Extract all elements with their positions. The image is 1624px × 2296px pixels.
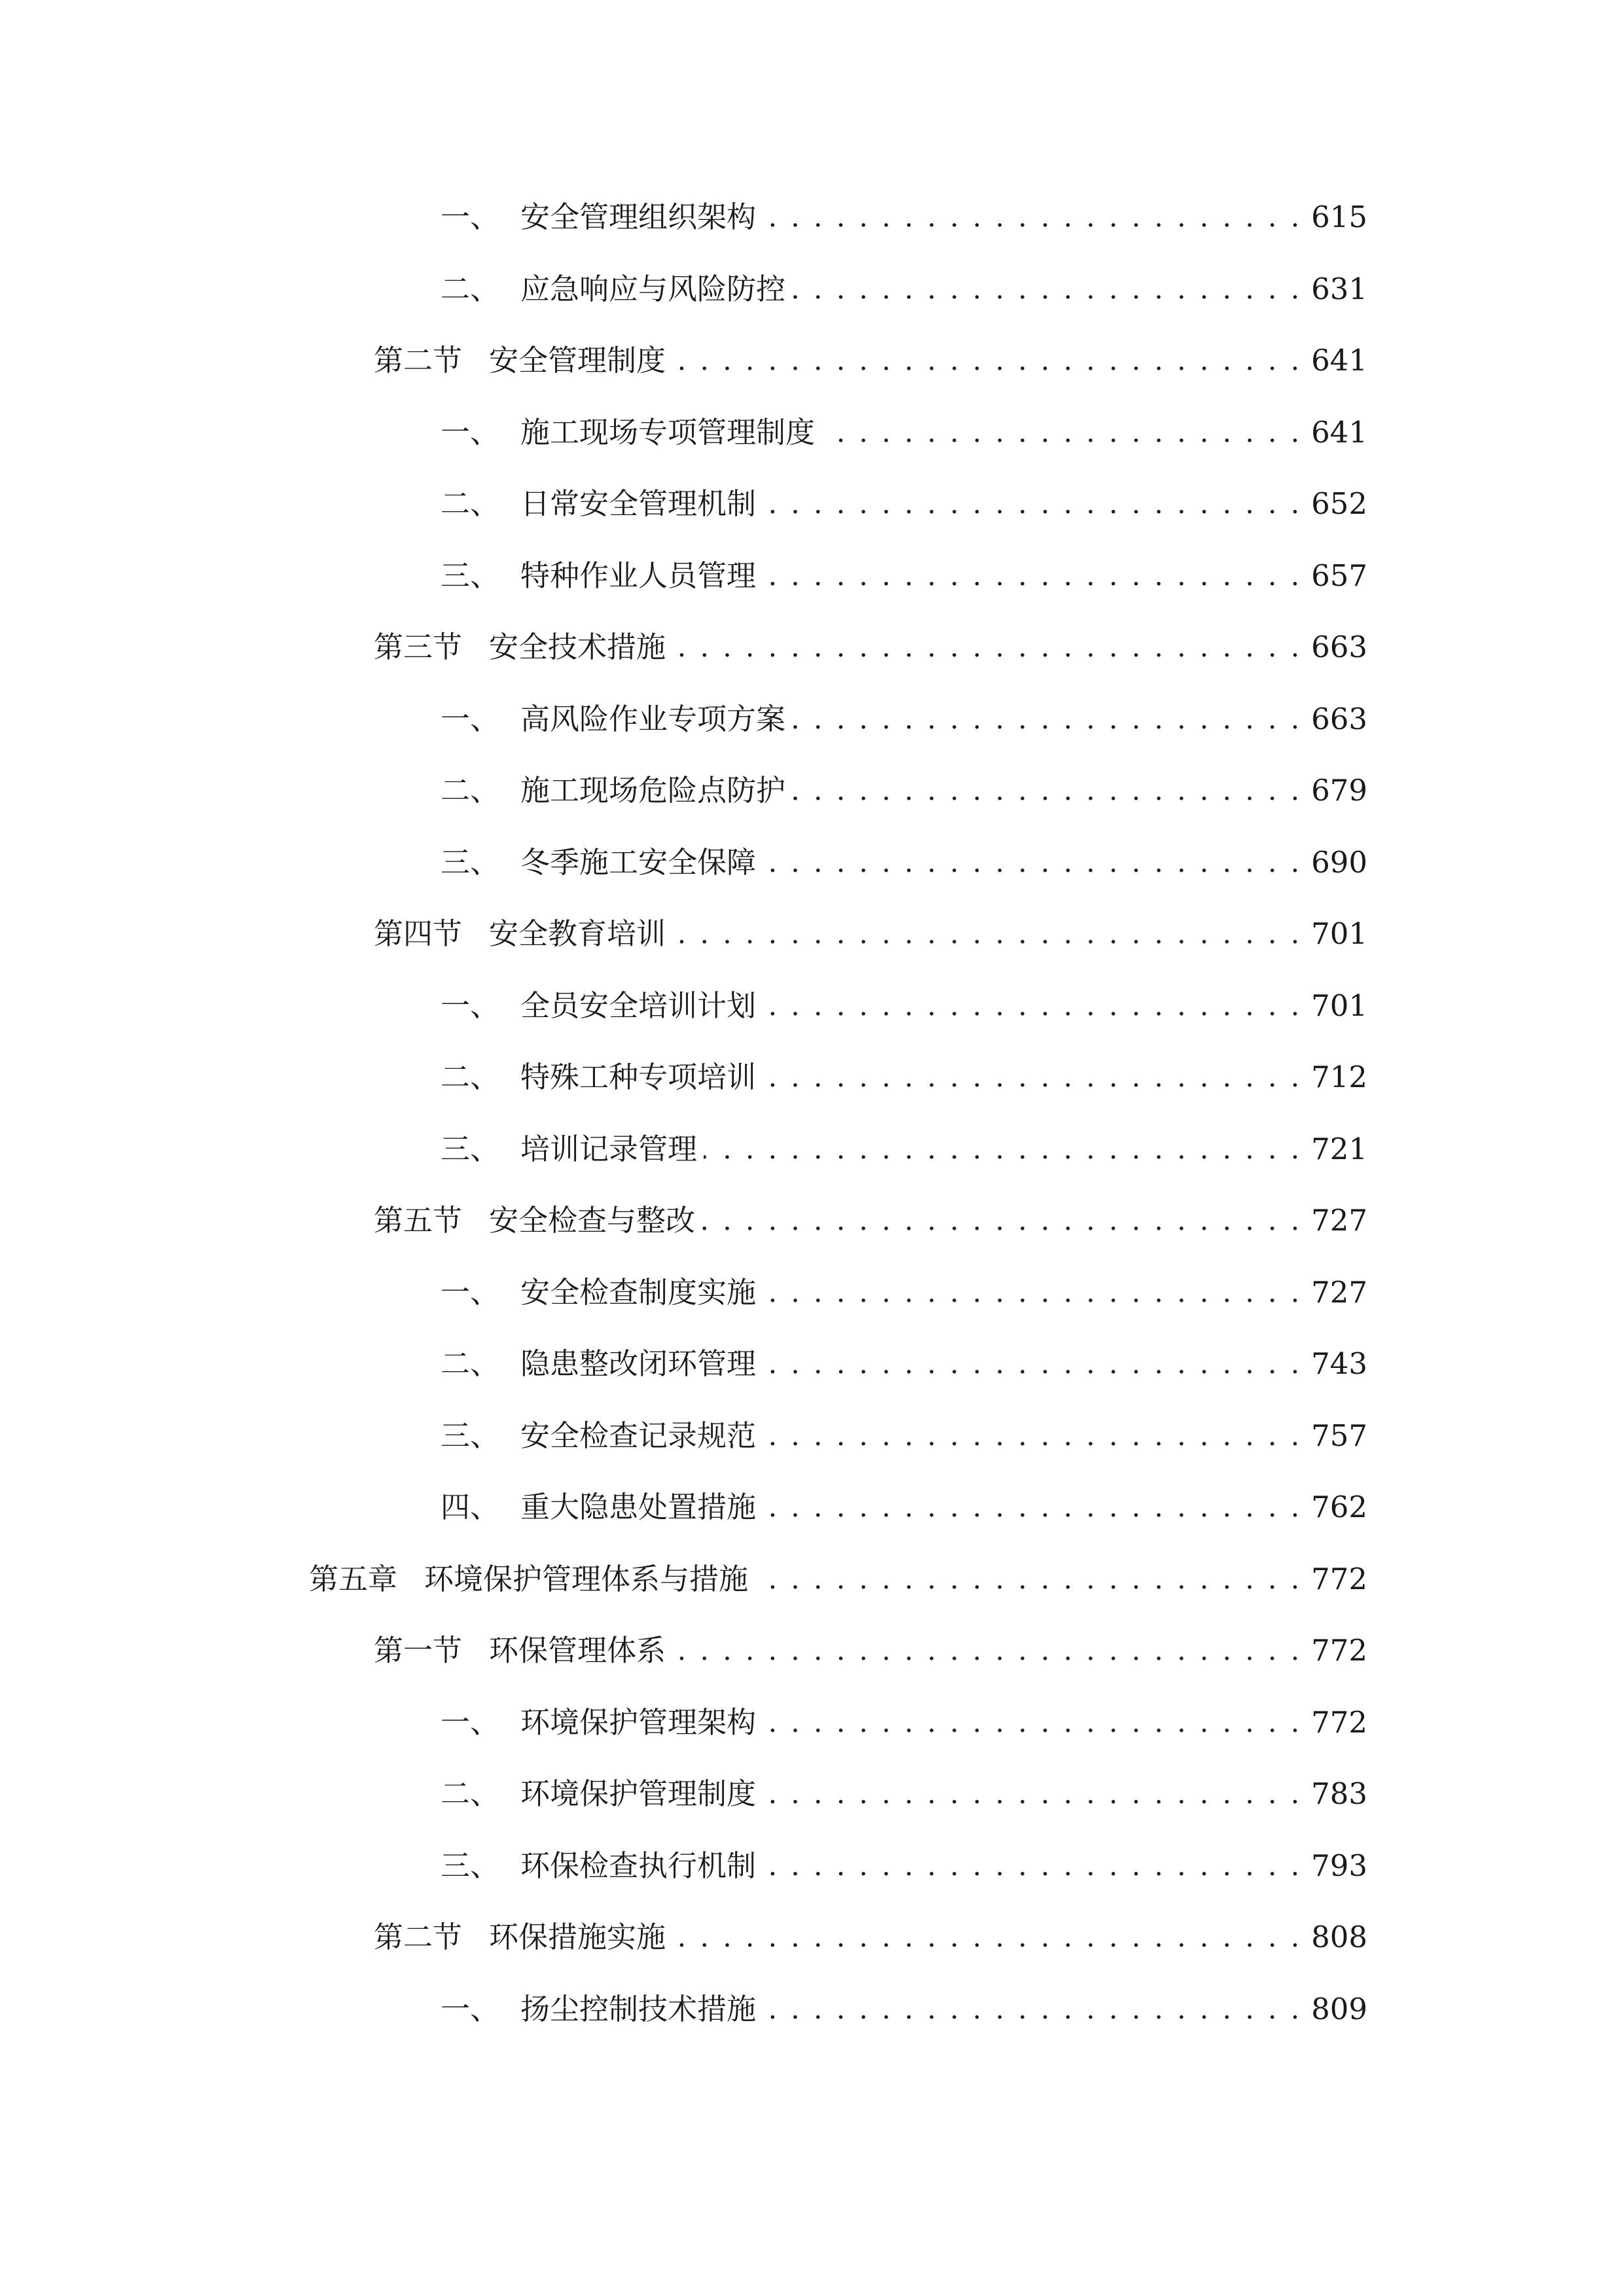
toc-entry-page: 641 xyxy=(1311,415,1367,450)
toc-entry-number: 第一节 xyxy=(374,1633,463,1668)
toc-entry-page: 641 xyxy=(1311,343,1367,378)
dot-leader xyxy=(763,1696,1302,1749)
toc-entry-title: 冬季施工安全保障 xyxy=(520,845,757,880)
toc-entry[interactable] xyxy=(374,908,1367,960)
toc-entry-number: 一、 xyxy=(441,702,500,736)
toc-entry-title: 环境保护管理制度 xyxy=(520,1776,757,1811)
toc-entry-number: 三、 xyxy=(441,1848,500,1883)
toc-entry-page: 757 xyxy=(1311,1418,1367,1453)
dot-leader xyxy=(821,406,1302,459)
toc-entry[interactable] xyxy=(441,1266,1367,1319)
toc-entry-title: 特种作业人员管理 xyxy=(520,558,757,593)
toc-entry-title: 扬尘控制技术措施 xyxy=(520,1992,757,2026)
toc-entry[interactable] xyxy=(441,1410,1367,1462)
toc-entry-page: 743 xyxy=(1311,1346,1367,1381)
toc-entry-number: 一、 xyxy=(441,1275,500,1310)
toc-entry-number: 第二节 xyxy=(374,343,463,378)
toc-entry-number: 一、 xyxy=(441,988,500,1023)
toc-entry-page: 652 xyxy=(1311,486,1367,521)
toc-entry-title: 重大隐患处置措施 xyxy=(520,1490,757,1524)
toc-entry-title: 高风险作业专项方案 xyxy=(520,702,786,736)
toc-entry-title: 全员安全培训计划 xyxy=(520,988,757,1023)
toc-entry-title: 特殊工种专项培训 xyxy=(520,1060,757,1094)
toc-entry[interactable] xyxy=(441,1338,1367,1390)
toc-entry-number: 第五节 xyxy=(374,1203,463,1238)
dot-leader xyxy=(755,1553,1302,1605)
dot-leader xyxy=(763,1410,1302,1462)
dot-leader xyxy=(763,1051,1302,1103)
toc-entry[interactable] xyxy=(441,836,1367,889)
toc-entry-title: 隐患整改闭环管理 xyxy=(520,1346,757,1381)
toc-entry[interactable] xyxy=(441,1051,1367,1103)
toc-entry-title: 施工现场专项管理制度 xyxy=(520,415,816,450)
toc-entry-page: 772 xyxy=(1311,1705,1367,1740)
toc-entry-title: 环保检查执行机制 xyxy=(520,1848,757,1883)
toc-entry-page: 721 xyxy=(1311,1132,1367,1166)
toc-entry-number: 一、 xyxy=(441,1992,500,2026)
toc-entry-number: 二、 xyxy=(441,1346,500,1381)
toc-entry-title: 应急响应与风险防控 xyxy=(520,272,786,306)
toc-entry-number: 第五章 xyxy=(309,1562,398,1596)
dot-leader xyxy=(763,550,1302,602)
toc-entry-title: 安全检查记录规范 xyxy=(520,1418,757,1453)
toc-entry[interactable] xyxy=(374,621,1367,673)
toc-entry-title: 施工现场危险点防护 xyxy=(520,773,786,808)
toc-entry-title: 安全检查与整改 xyxy=(489,1203,696,1238)
toc-entry-page: 809 xyxy=(1311,1992,1367,2026)
toc-entry-page: 727 xyxy=(1311,1275,1367,1310)
toc-entry[interactable] xyxy=(309,1553,1367,1605)
toc-entry[interactable] xyxy=(374,1624,1367,1677)
toc-entry-number: 第四节 xyxy=(374,916,463,951)
toc-entry-page: 762 xyxy=(1311,1490,1367,1524)
toc-entry-title: 培训记录管理 xyxy=(520,1132,698,1166)
toc-entry[interactable] xyxy=(374,1194,1367,1247)
toc-entry-number: 二、 xyxy=(441,486,500,521)
toc-entry-number: 三、 xyxy=(441,558,500,593)
toc-entry[interactable] xyxy=(441,1768,1367,1820)
toc-entry-number: 一、 xyxy=(441,1705,500,1740)
toc-entry-title: 环境保护管理架构 xyxy=(520,1705,757,1740)
dot-leader xyxy=(672,1624,1302,1677)
toc-entry-number: 二、 xyxy=(441,773,500,808)
toc-entry-page: 701 xyxy=(1311,916,1367,951)
toc-entry[interactable] xyxy=(441,406,1367,459)
toc-entry-title: 安全管理制度 xyxy=(489,343,666,378)
toc-entry-number: 二、 xyxy=(441,272,500,306)
toc-entry-page: 631 xyxy=(1311,272,1367,306)
toc-entry-number: 一、 xyxy=(441,415,500,450)
dot-leader xyxy=(763,1768,1302,1820)
toc-entry-title: 安全教育培训 xyxy=(489,916,666,951)
toc-entry-page: 679 xyxy=(1311,773,1367,808)
toc-entry[interactable] xyxy=(374,1911,1367,1964)
toc-entry-page: 772 xyxy=(1311,1562,1367,1596)
toc-entry-title: 环保措施实施 xyxy=(489,1920,666,1954)
dot-leader xyxy=(763,1338,1302,1390)
toc-entry-number: 第三节 xyxy=(374,630,463,664)
toc-entry[interactable] xyxy=(441,191,1367,243)
dot-leader xyxy=(792,764,1302,817)
dot-leader xyxy=(763,1983,1302,2036)
toc-entry-number: 三、 xyxy=(441,1132,500,1166)
toc-entry-number: 三、 xyxy=(441,845,500,880)
toc-entry-page: 783 xyxy=(1311,1776,1367,1811)
dot-leader xyxy=(763,980,1302,1032)
toc-entry-page: 615 xyxy=(1311,200,1367,234)
toc-entry-page: 657 xyxy=(1311,558,1367,593)
toc-entry-page: 712 xyxy=(1311,1060,1367,1094)
dot-leader xyxy=(704,1123,1302,1175)
toc-entry-page: 808 xyxy=(1311,1920,1367,1954)
toc-entry-page: 663 xyxy=(1311,702,1367,736)
toc-entry[interactable] xyxy=(441,1983,1367,2036)
dot-leader xyxy=(763,191,1302,243)
dot-leader xyxy=(763,1840,1302,1892)
dot-leader xyxy=(672,621,1302,673)
toc-entry-page: 727 xyxy=(1311,1203,1367,1238)
toc-entry[interactable] xyxy=(441,1840,1367,1892)
toc-entry-number: 四、 xyxy=(441,1490,500,1524)
dot-leader xyxy=(792,693,1302,745)
toc-entry-page: 772 xyxy=(1311,1633,1367,1668)
toc-entry-page: 701 xyxy=(1311,988,1367,1023)
toc-entry-title: 安全检查制度实施 xyxy=(520,1275,757,1310)
toc-entry-number: 二、 xyxy=(441,1776,500,1811)
toc-entry[interactable] xyxy=(441,764,1367,817)
toc-entry[interactable] xyxy=(441,478,1367,530)
toc-entry-title: 安全管理组织架构 xyxy=(520,200,757,234)
dot-leader xyxy=(672,908,1302,960)
toc-entry[interactable] xyxy=(441,693,1367,745)
dot-leader xyxy=(763,478,1302,530)
toc-entry-number: 三、 xyxy=(441,1418,500,1453)
toc-entry-title: 环境保护管理体系与措施 xyxy=(424,1562,749,1596)
dot-leader xyxy=(672,334,1302,387)
toc-entry[interactable] xyxy=(441,263,1367,315)
toc-entry-number: 一、 xyxy=(441,200,500,234)
toc-entry-title: 日常安全管理机制 xyxy=(520,486,757,521)
toc-entry-page: 690 xyxy=(1311,845,1367,880)
toc-entry[interactable] xyxy=(441,550,1367,602)
toc-entry[interactable] xyxy=(441,980,1367,1032)
dot-leader xyxy=(763,1481,1302,1534)
toc-entry[interactable] xyxy=(441,1481,1367,1534)
dot-leader xyxy=(763,1266,1302,1319)
dot-leader xyxy=(763,836,1302,889)
toc-entry-title: 安全技术措施 xyxy=(489,630,666,664)
dot-leader xyxy=(792,263,1302,315)
toc-entry-number: 第二节 xyxy=(374,1920,463,1954)
toc-entry[interactable] xyxy=(441,1696,1367,1749)
dot-leader xyxy=(672,1911,1302,1964)
toc-entry-page: 793 xyxy=(1311,1848,1367,1883)
toc-entry-number: 二、 xyxy=(441,1060,500,1094)
dot-leader xyxy=(702,1194,1302,1247)
toc-entry[interactable] xyxy=(441,1123,1367,1175)
toc-entry-page: 663 xyxy=(1311,630,1367,664)
toc-entry-title: 环保管理体系 xyxy=(489,1633,666,1668)
toc-entry[interactable] xyxy=(374,334,1367,387)
